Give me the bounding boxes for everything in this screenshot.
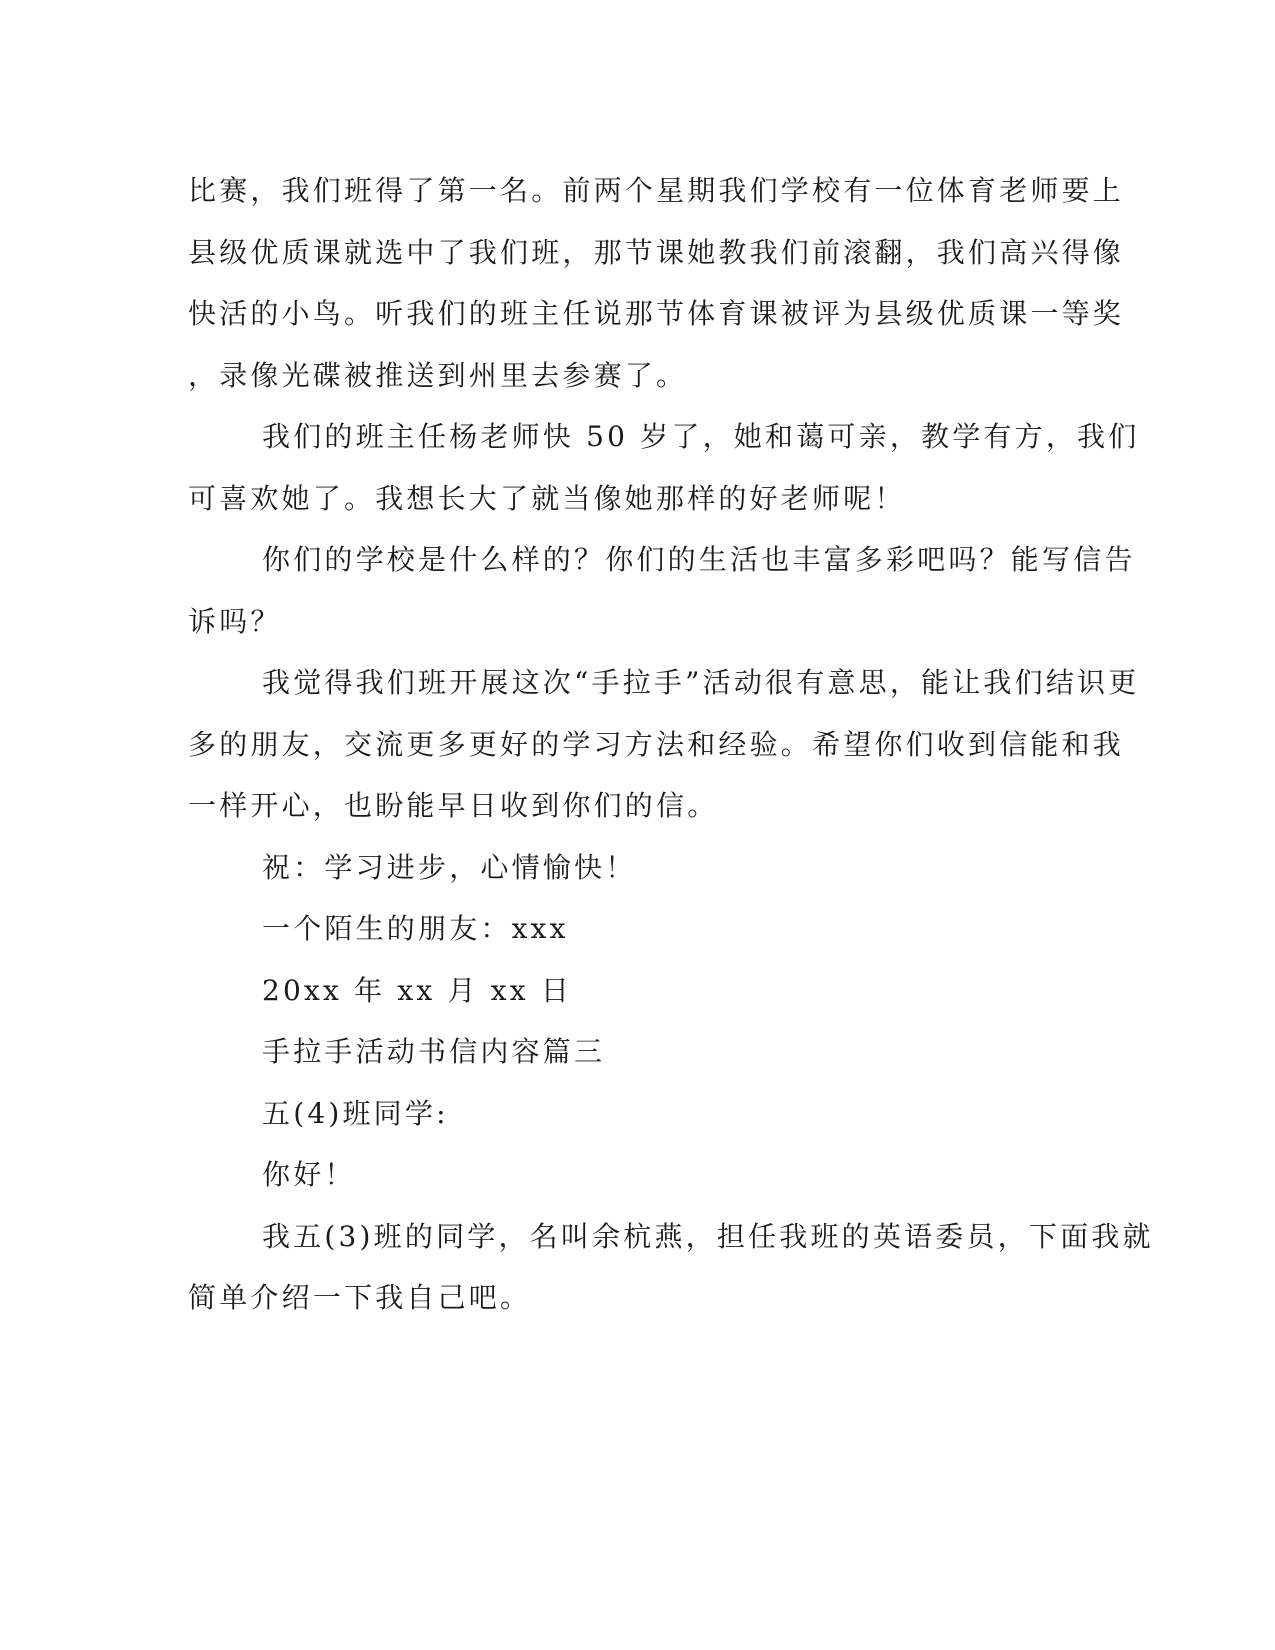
text-line: 简单介绍一下我自己吧。 <box>188 1281 532 1314</box>
text-line: 你好！ <box>262 1158 356 1191</box>
text-line: 我觉得我们班开展这次“手拉手”活动很有意思，能让我们结识更 <box>262 666 1140 699</box>
paragraph-question <box>188 529 1136 652</box>
section-heading <box>188 1021 1068 1083</box>
paragraph-class-competition <box>188 160 1125 406</box>
closing-wish <box>188 837 1068 899</box>
text-line: 我们的班主任杨老师快 50 岁了，她和蔼可亲，教学有方，我们 <box>262 420 1140 453</box>
text-line: 五(4)班同学: <box>262 1096 449 1130</box>
salutation <box>188 1083 1068 1145</box>
text-line: 可喜欢她了。我想长大了就当像她那样的好老师呢！ <box>188 481 906 515</box>
letter-body <box>188 160 1154 1329</box>
text-line: 比赛，我们班得了第一名。前两个星期我们学校有一位体育老师要上 <box>188 174 1125 207</box>
text-line: 诉吗？ <box>188 604 282 638</box>
text-line: 祝：学习进步，心情愉快！ <box>262 850 637 884</box>
text-line: ，录像光碟被推送到州里去参赛了。 <box>188 358 688 392</box>
paragraph-self-intro <box>188 1206 1154 1329</box>
text-line: 我五(3)班的同学，名叫余杭燕，担任我班的英语委员，下面我就 <box>262 1219 1154 1253</box>
text-line: 多的朋友，交流更多更好的学习方法和经验。希望你们收到信能和我 <box>188 727 1125 761</box>
signature <box>188 898 1068 960</box>
greeting <box>188 1144 1068 1206</box>
text-line: 一个陌生的朋友：xxx <box>262 912 569 945</box>
letter-date <box>188 960 1068 1022</box>
text-line: 县级优质课就选中了我们班，那节课她教我们前滚翻，我们高兴得像 <box>188 235 1125 269</box>
paragraph-activity <box>188 652 1140 837</box>
text-line: 快活的小鸟。听我们的班主任说那节体育课被评为县级优质课一等奖 <box>188 297 1125 330</box>
text-line: 一样开心，也盼能早日收到你们的信。 <box>188 789 719 822</box>
text-line: 手拉手活动书信内容篇三 <box>262 1035 606 1068</box>
paragraph-teacher <box>188 406 1140 529</box>
text-line: 20xx 年 xx 月 xx 日 <box>262 973 573 1007</box>
text-line: 你们的学校是什么样的？你们的生活也丰富多彩吧吗？能写信告 <box>262 543 1136 576</box>
